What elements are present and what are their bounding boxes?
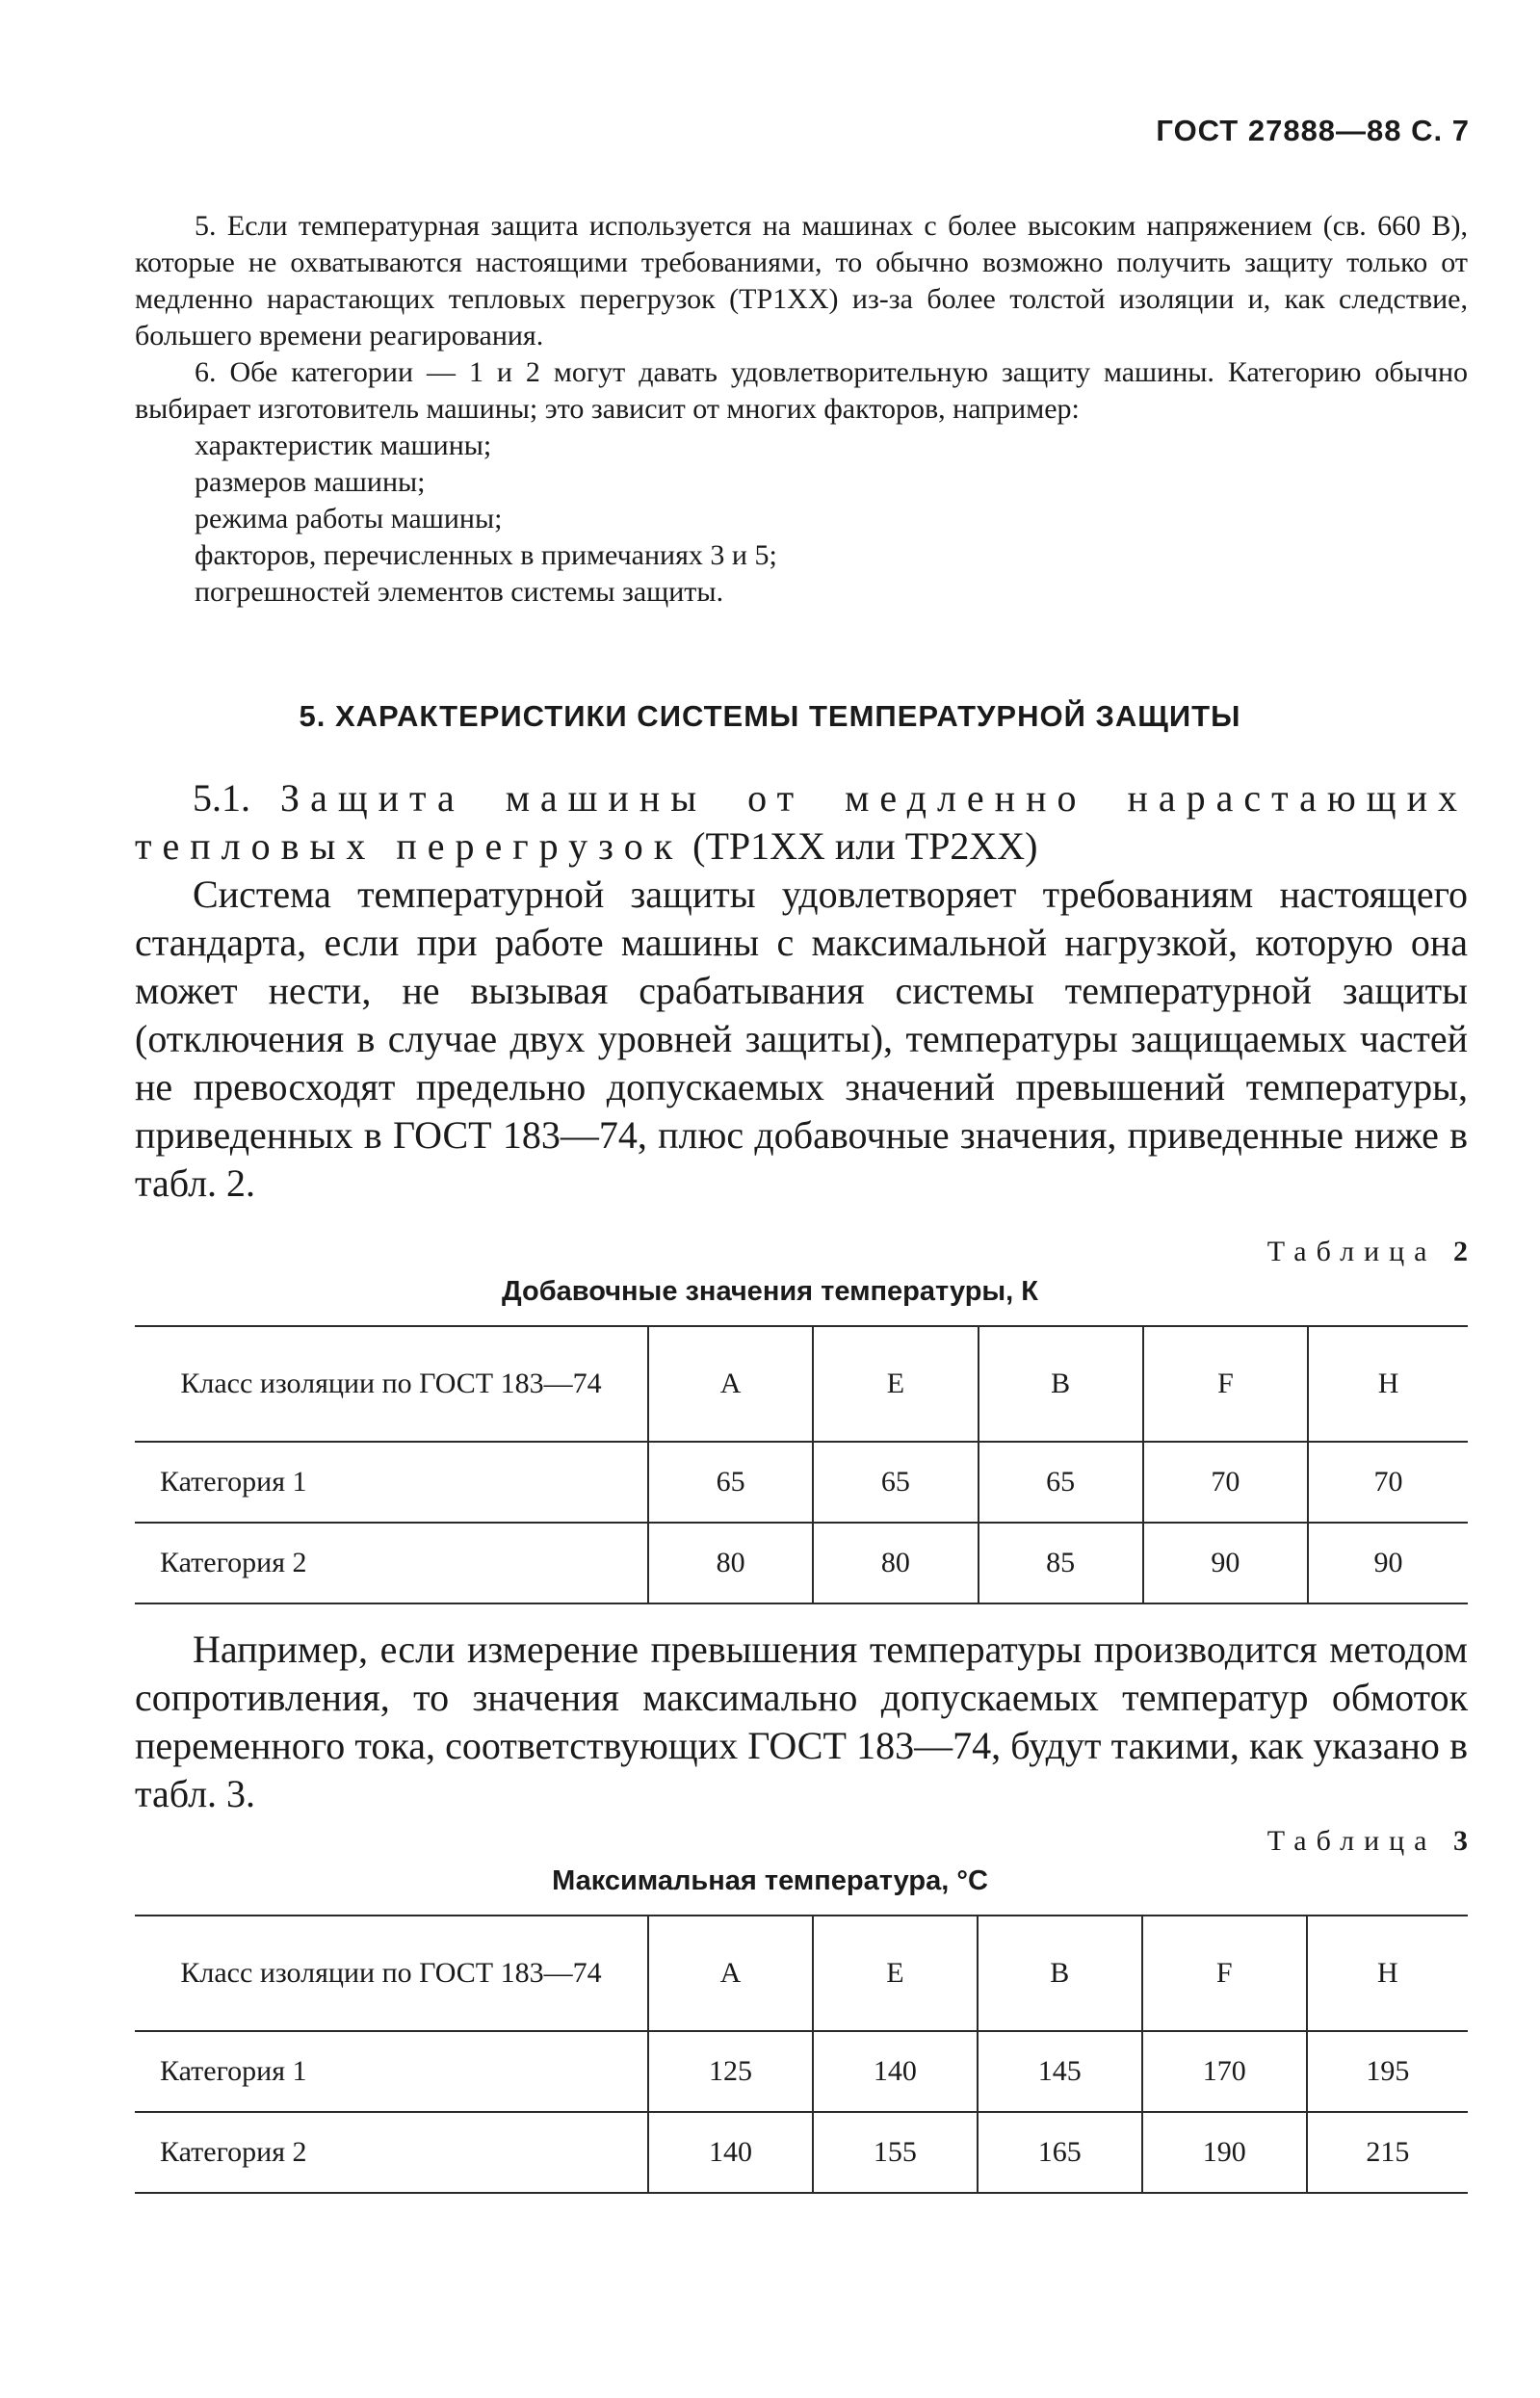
table-cell: 140 — [813, 2031, 978, 2112]
notes-block — [135, 208, 1468, 611]
list-item: характеристик машины; — [195, 430, 492, 461]
note-6: 6. Обе категории — 1 и 2 могут давать удовлетворительную защиту машины. Категорию обычно выбирает изготовитель машины; это зависит от многих факторов, например: — [135, 356, 1468, 425]
note-5: 5. Если температурная защита используется на машинах с более высоким напряжением (св. 660 В), которые не охватываются настоящими требованиями, то обычно возможно получить защиту только от медленно нарастающих тепловых перегрузок (TP1XX) из-за более толстой изоляции и, как следствие, большего времени реагирования. — [135, 210, 1468, 352]
table-cell: 195 — [1307, 2031, 1468, 2112]
table-2 — [135, 1325, 1468, 1604]
row-label: Категория 1 — [135, 2031, 648, 2112]
table3-caption: Максимальная температура, °С — [552, 1865, 988, 1896]
table3-label: Таблица 3 — [1266, 1825, 1468, 1857]
header-cell: Класс изоляции по ГОСТ 183—74 — [135, 1916, 648, 2031]
example-paragraph — [135, 1626, 1468, 1818]
table-header-row — [135, 1326, 1468, 1442]
table-cell: 155 — [813, 2112, 978, 2193]
row-label: Категория 2 — [135, 2112, 648, 2193]
table-row — [135, 1523, 1468, 1603]
table-cell: 215 — [1307, 2112, 1468, 2193]
table-cell: 85 — [979, 1523, 1143, 1603]
table-row — [135, 2112, 1468, 2193]
factors-list — [135, 428, 1468, 611]
header-cell: B — [978, 1916, 1142, 2031]
table-cell: 70 — [1308, 1442, 1468, 1523]
clause-body: Система температурной защиты удовлетворяет требованиям настоящего стандарта, если при работе машины с максимальной нагрузкой, которую она может нести, не вызывая срабатывания системы температурной защиты (отключения в случае двух уровней защиты), температуры защищаемых частей не превосходят предельно допускаемых значений превышений температуры, приведенных в ГОСТ 183—74, плюс добавочные значения, приведенные ниже в табл. 2. — [135, 873, 1468, 1205]
header-cell: H — [1308, 1326, 1468, 1442]
table-cell: 125 — [648, 2031, 813, 2112]
list-item: факторов, перечисленных в примечаниях 3 и 5; — [195, 539, 777, 571]
table-cell: 80 — [648, 1523, 813, 1603]
table-cell: 65 — [979, 1442, 1143, 1523]
table-cell: 170 — [1142, 2031, 1307, 2112]
header-cell: F — [1143, 1326, 1308, 1442]
table-cell: 140 — [648, 2112, 813, 2193]
list-item: режима работы машины; — [195, 503, 503, 534]
table-header-row — [135, 1916, 1468, 2031]
row-label: Категория 2 — [135, 1523, 648, 1603]
example-text: Например, если измерение превышения температуры производится методом сопротивления, то значения максимально допускаемых температур обмоток переменного тока, соответствующих ГОСТ 183—74, будут такими, как указано в табл. 3. — [135, 1628, 1468, 1815]
table-cell: 90 — [1308, 1523, 1468, 1603]
clause-number: 5.1. — [193, 776, 250, 820]
table-cell: 80 — [813, 1523, 978, 1603]
table2-caption: Добавочные значения температуры, К — [502, 1276, 1038, 1307]
table-3 — [135, 1915, 1468, 2194]
clause-title-suffix: (TP1XX или TP2XX) — [692, 824, 1038, 868]
clause-5-1 — [135, 774, 1468, 1208]
list-item: погрешностей элементов системы защиты. — [195, 576, 724, 608]
table-cell: 90 — [1143, 1523, 1308, 1603]
row-label: Категория 1 — [135, 1442, 648, 1523]
table-row — [135, 2031, 1468, 2112]
header-cell: Класс изоляции по ГОСТ 183—74 — [135, 1326, 648, 1442]
table-cell: 65 — [813, 1442, 978, 1523]
table-cell: 165 — [978, 2112, 1142, 2193]
header-cell: E — [813, 1916, 978, 2031]
table-cell: 70 — [1143, 1442, 1308, 1523]
header-cell: A — [648, 1326, 813, 1442]
header-cell: A — [648, 1916, 813, 2031]
header-cell: B — [979, 1326, 1143, 1442]
page-header: ГОСТ 27888—88 С. 7 — [1156, 114, 1470, 147]
header-cell: H — [1307, 1916, 1468, 2031]
clause-title — [135, 774, 1468, 871]
section-heading: 5. ХАРАКТЕРИСТИКИ СИСТЕМЫ ТЕМПЕРАТУРНОЙ ЗАЩИТЫ — [299, 699, 1241, 733]
table2-label: Таблица 2 — [1266, 1236, 1468, 1267]
table-cell: 145 — [978, 2031, 1142, 2112]
clause-title-text: Защита машины от медленно нарастающих тепловых перегрузок — [135, 776, 1468, 868]
table-row — [135, 1442, 1468, 1523]
header-cell: E — [813, 1326, 978, 1442]
table-cell: 190 — [1142, 2112, 1307, 2193]
list-item: размеров машины; — [195, 466, 426, 498]
table-cell: 65 — [648, 1442, 813, 1523]
header-cell: F — [1142, 1916, 1307, 2031]
